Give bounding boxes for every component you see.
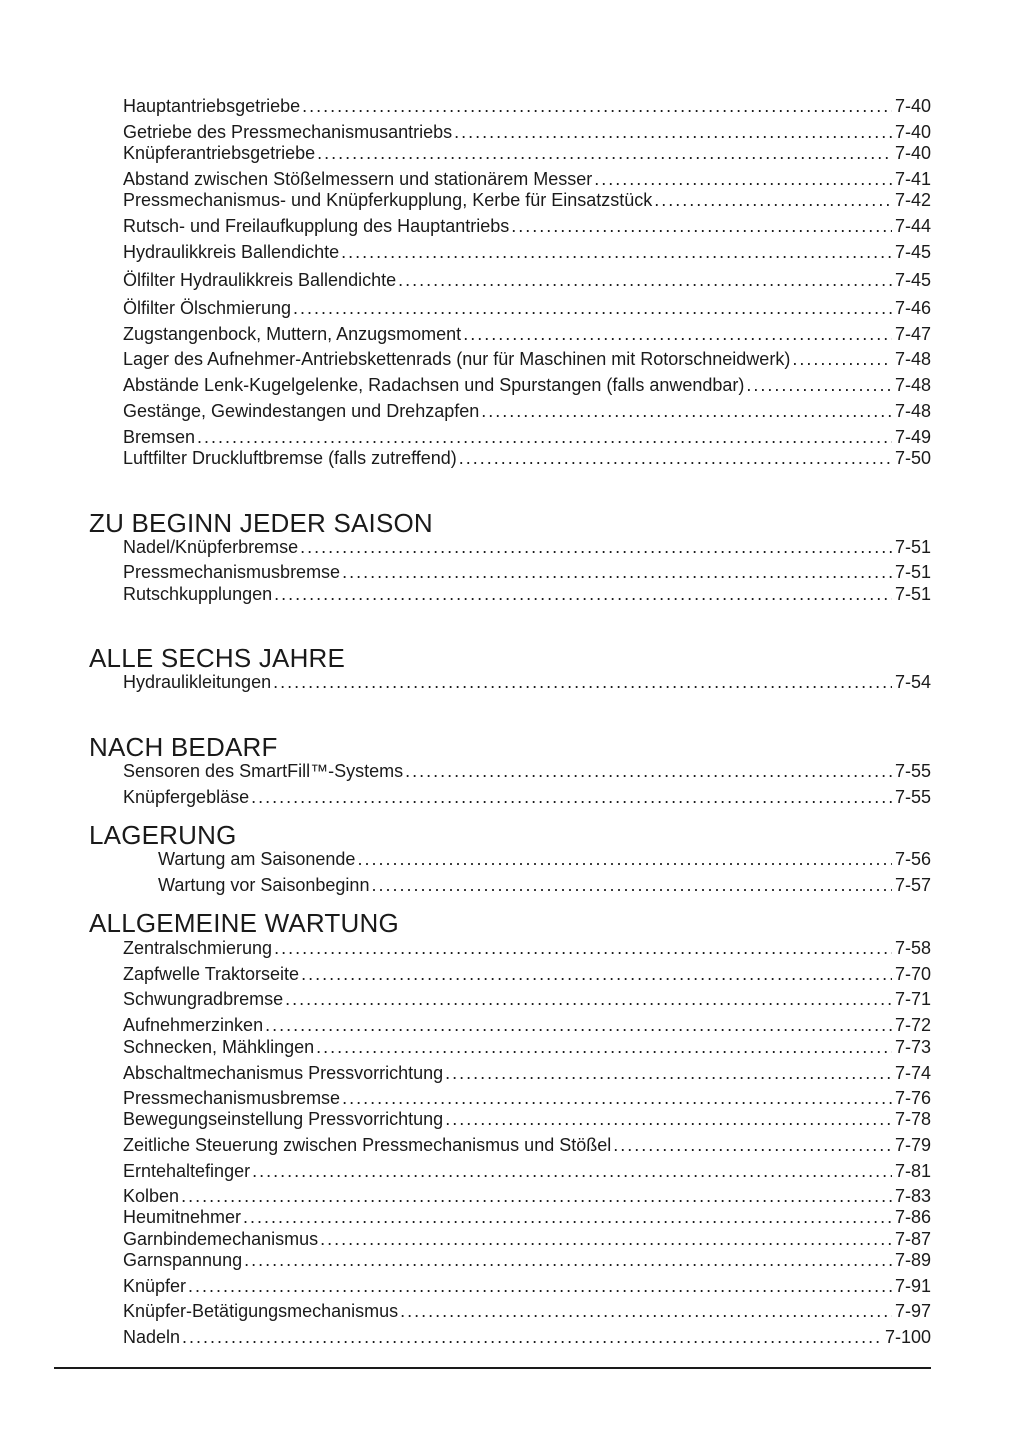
toc-page-number: 7-40	[894, 143, 931, 163]
toc-entry	[123, 1087, 931, 1109]
toc-entry-label: Abstand zwischen Stößelmessern und stationärem Messer	[123, 169, 593, 189]
toc-page-number: 7-91	[894, 1276, 931, 1296]
dot-leader	[293, 297, 892, 319]
toc-entry-label: Kolben	[123, 1186, 180, 1206]
dot-leader	[342, 561, 892, 583]
toc-page-number: 7-57	[894, 875, 931, 895]
toc-entry-label: Ölfilter Hydraulikkreis Ballendichte	[123, 270, 397, 290]
toc-page-number: 7-48	[894, 401, 931, 421]
toc-page-number: 7-51	[894, 537, 931, 557]
toc-entry	[158, 874, 931, 896]
dot-leader	[445, 1108, 892, 1130]
toc-entry-label: Sensoren des SmartFill™-Systems	[123, 761, 404, 781]
toc-page-number: 7-49	[894, 427, 931, 447]
dot-leader	[243, 1206, 892, 1228]
toc-page-number: 7-47	[894, 324, 931, 344]
toc-entry	[123, 1185, 931, 1207]
dot-leader	[654, 189, 892, 211]
toc-page-number: 7-41	[894, 169, 931, 189]
toc-page-number: 7-51	[894, 562, 931, 582]
toc-entry-label: Bewegungseinstellung Pressvorrichtung	[123, 1109, 444, 1129]
toc-page-number: 7-79	[894, 1135, 931, 1155]
toc-entry	[123, 348, 931, 370]
dot-leader	[252, 1160, 892, 1182]
toc-entry	[123, 447, 931, 469]
dot-leader	[459, 447, 892, 469]
toc-entry-label: Garnbindemechanismus	[123, 1229, 319, 1249]
toc-entry-label: Hydraulikkreis Ballendichte	[123, 242, 340, 262]
dot-leader	[244, 1249, 892, 1271]
dot-leader	[302, 95, 892, 117]
toc-page-number: 7-70	[894, 964, 931, 984]
dot-leader	[746, 374, 892, 396]
toc-entry	[123, 760, 931, 782]
toc-entry	[123, 963, 931, 985]
toc-page-number: 7-87	[894, 1229, 931, 1249]
dot-leader	[317, 142, 892, 164]
toc-entry	[123, 1014, 931, 1036]
toc-page-number: 7-83	[894, 1186, 931, 1206]
toc-page-number: 7-40	[894, 122, 931, 142]
toc-entry-label: Zentralschmierung	[123, 938, 273, 958]
toc-entry-label: Wartung vor Saisonbeginn	[158, 875, 370, 895]
toc-entry-label: Zeitliche Steuerung zwischen Pressmechanismus und Stößel	[123, 1135, 612, 1155]
section-heading-beginn: ZU BEGINN JEDER SAISON	[89, 508, 433, 538]
toc-page-number: 7-46	[894, 298, 931, 318]
dot-leader	[188, 1275, 892, 1297]
toc-entry-label: Schwungradbremse	[123, 989, 284, 1009]
toc-entry	[123, 1300, 931, 1322]
dot-leader	[357, 848, 892, 870]
dot-leader	[613, 1134, 892, 1156]
toc-entry-label: Gestänge, Gewindestangen und Drehzapfen	[123, 401, 480, 421]
dot-leader	[398, 269, 892, 291]
toc-entry-label: Knüpfer	[123, 1276, 187, 1296]
toc-entry-label: Aufnehmerzinken	[123, 1015, 264, 1035]
toc-page-number: 7-45	[894, 270, 931, 290]
toc-page-number: 7-58	[894, 938, 931, 958]
toc-page-number: 7-71	[894, 989, 931, 1009]
toc-entry	[123, 374, 931, 396]
dot-leader	[182, 1326, 882, 1348]
dot-leader	[265, 1014, 892, 1036]
toc-entry	[123, 1326, 931, 1348]
dot-leader	[181, 1185, 892, 1207]
toc-page-number: 7-56	[894, 849, 931, 869]
toc-page-number: 7-44	[894, 216, 931, 236]
toc-page-number: 7-73	[894, 1037, 931, 1057]
toc-page-number: 7-100	[884, 1327, 931, 1347]
toc-entry-label: Abschaltmechanismus Pressvorrichtung	[123, 1063, 444, 1083]
toc-entry-label: Zapfwelle Traktorseite	[123, 964, 300, 984]
toc-page-number: 7-74	[894, 1063, 931, 1083]
toc-page-number: 7-50	[894, 448, 931, 468]
toc-entry	[123, 1134, 931, 1156]
toc-entry-label: Zugstangenbock, Muttern, Anzugsmoment	[123, 324, 462, 344]
dot-leader	[274, 583, 892, 605]
toc-entry	[123, 95, 931, 117]
toc-entry	[123, 1062, 931, 1084]
toc-entry	[158, 848, 931, 870]
toc-page-number: 7-78	[894, 1109, 931, 1129]
dot-leader	[251, 786, 892, 808]
dot-leader	[481, 400, 892, 422]
dot-leader	[400, 1300, 892, 1322]
section-heading-lagerung: LAGERUNG	[89, 820, 237, 850]
toc-entry-label: Rutsch- und Freilaufkupplung des Hauptantriebs	[123, 216, 510, 236]
toc-entry	[123, 323, 931, 345]
toc-entry	[123, 1160, 931, 1182]
toc-entry-label: Pressmechanismusbremse	[123, 1088, 341, 1108]
toc-entry-label: Hauptantriebsgetriebe	[123, 96, 301, 116]
toc-entry-label: Bremsen	[123, 427, 196, 447]
toc-entry-label: Getriebe des Pressmechanismusantriebs	[123, 122, 453, 142]
toc-entry-label: Nadeln	[123, 1327, 181, 1347]
toc-page-number: 7-54	[894, 672, 931, 692]
toc-entry-label: Ölfilter Ölschmierung	[123, 298, 292, 318]
toc-entry	[123, 297, 931, 319]
dot-leader	[454, 121, 892, 143]
toc-entry	[123, 269, 931, 291]
dot-leader	[463, 323, 892, 345]
dot-leader	[320, 1228, 892, 1250]
toc-entry	[123, 121, 931, 143]
toc-page-number: 7-76	[894, 1088, 931, 1108]
toc-page-number: 7-55	[894, 761, 931, 781]
dot-leader	[405, 760, 892, 782]
toc-page-number: 7-97	[894, 1301, 931, 1321]
toc-entry-label: Pressmechanismus- und Knüpferkupplung, Kerbe für Einsatzstück	[123, 190, 653, 210]
footer-rule	[54, 1367, 931, 1369]
dot-leader	[371, 874, 892, 896]
dot-leader	[594, 168, 892, 190]
dot-leader	[792, 348, 892, 370]
toc-page-number: 7-72	[894, 1015, 931, 1035]
toc-entry	[123, 1108, 931, 1130]
toc-page-number: 7-89	[894, 1250, 931, 1270]
dot-leader	[342, 1087, 892, 1109]
dot-leader	[511, 215, 892, 237]
dot-leader	[445, 1062, 892, 1084]
toc-entry-label: Nadel/Knüpferbremse	[123, 537, 299, 557]
toc-entry-label: Knüpfer-Betätigungsmechanismus	[123, 1301, 399, 1321]
dot-leader	[341, 241, 892, 263]
dot-leader	[285, 988, 892, 1010]
dot-leader	[274, 937, 892, 959]
toc-entry	[123, 1206, 931, 1228]
section-heading-allgemein: ALLGEMEINE WARTUNG	[89, 908, 399, 938]
dot-leader	[301, 963, 892, 985]
toc-page-number: 7-40	[894, 96, 931, 116]
toc-entry-label: Garnspannung	[123, 1250, 243, 1270]
toc-entry-label: Knüpferantriebsgetriebe	[123, 143, 316, 163]
toc-entry-label: Erntehaltefinger	[123, 1161, 251, 1181]
toc-entry	[123, 536, 931, 558]
toc-entry	[123, 168, 931, 190]
toc-page-number: 7-86	[894, 1207, 931, 1227]
toc-page-number: 7-48	[894, 375, 931, 395]
toc-entry	[123, 1275, 931, 1297]
toc-entry	[123, 142, 931, 164]
toc-page-number: 7-42	[894, 190, 931, 210]
dot-leader	[300, 536, 892, 558]
toc-entry	[123, 988, 931, 1010]
toc-page-number: 7-51	[894, 584, 931, 604]
toc-entry	[123, 1228, 931, 1250]
section-heading-sechs: ALLE SECHS JAHRE	[89, 643, 346, 673]
toc-entry-label: Knüpfergebläse	[123, 787, 250, 807]
toc-entry-label: Wartung am Saisonende	[158, 849, 356, 869]
toc-entry	[123, 241, 931, 263]
toc-entry	[123, 561, 931, 583]
toc-entry-label: Pressmechanismusbremse	[123, 562, 341, 582]
toc-entry	[123, 400, 931, 422]
dot-leader	[316, 1036, 892, 1058]
toc-entry	[123, 786, 931, 808]
toc-entry	[123, 671, 931, 693]
toc-page-number: 7-45	[894, 242, 931, 262]
toc-entry	[123, 426, 931, 448]
toc-entry-label: Schnecken, Mähklingen	[123, 1037, 315, 1057]
toc-page-number: 7-55	[894, 787, 931, 807]
toc-entry	[123, 189, 931, 211]
toc-entry-label: Abstände Lenk-Kugelgelenke, Radachsen und Spurstangen (falls anwendbar)	[123, 375, 745, 395]
toc-entry-label: Hydraulikleitungen	[123, 672, 272, 692]
section-heading-bedarf: NACH BEDARF	[89, 732, 278, 762]
dot-leader	[273, 671, 892, 693]
toc-entry	[123, 215, 931, 237]
toc-entry-label: Luftfilter Druckluftbremse (falls zutreffend)	[123, 448, 457, 468]
toc-entry	[123, 937, 931, 959]
toc-entry-label: Lager des Aufnehmer-Antriebskettenrads (nur für Maschinen mit Rotorschneidwerk)	[123, 349, 791, 369]
toc-page-number: 7-48	[894, 349, 931, 369]
toc-entry-label: Rutschkupplungen	[123, 584, 273, 604]
toc-entry-label: Heumitnehmer	[123, 1207, 242, 1227]
toc-page-number: 7-81	[894, 1161, 931, 1181]
toc-entry	[123, 1249, 931, 1271]
dot-leader	[197, 426, 892, 448]
toc-entry	[123, 583, 931, 605]
toc-entry	[123, 1036, 931, 1058]
